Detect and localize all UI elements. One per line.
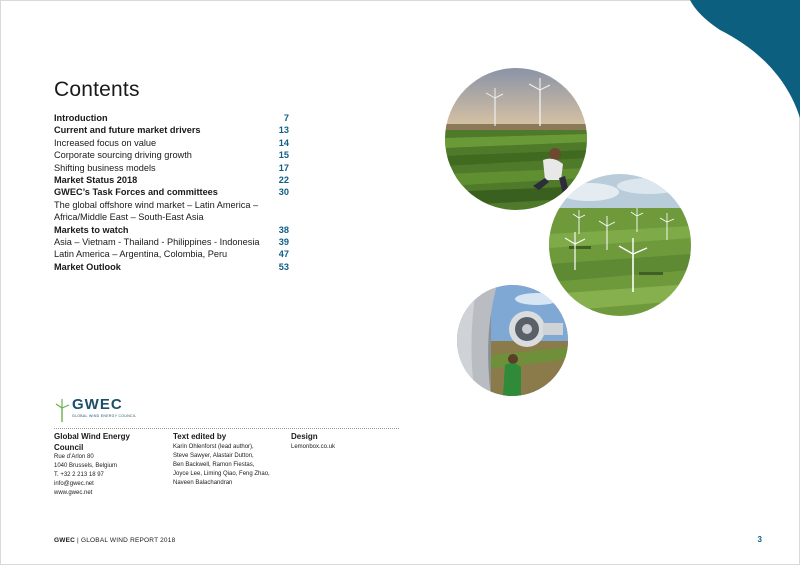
- toc-entry-business-models[interactable]: [54, 162, 289, 174]
- toc-page: 47: [278, 249, 289, 260]
- address-line: Rue d’Arlon 80: [54, 454, 94, 460]
- toc-entry-market-status[interactable]: [54, 174, 289, 186]
- website-link[interactable]: www.gwec.net: [54, 490, 93, 496]
- toc-entry-market-drivers[interactable]: [54, 124, 289, 136]
- credits-design: [291, 432, 381, 452]
- photo-wind-farm: [549, 174, 691, 316]
- editors-heading: Text edited by: [173, 432, 227, 441]
- photo-farmer-field: [445, 68, 587, 210]
- toc-label: Current and future market drivers: [54, 125, 201, 136]
- toc-entry-offshore-wind[interactable]: [54, 199, 289, 224]
- phone-line: T. +32 2 213 18 97: [54, 472, 104, 478]
- editor-line: Naveen Balachandran: [173, 479, 233, 486]
- table-of-contents: [54, 112, 289, 273]
- toc-label: GWEC’s Task Forces and committees: [54, 187, 218, 198]
- page-footer: [54, 537, 175, 544]
- address-line: 1040 Brussels, Belgium: [54, 463, 118, 469]
- toc-label: Market Status 2018: [54, 175, 138, 186]
- toc-page: 38: [278, 224, 289, 235]
- corner-decoration: [690, 0, 800, 130]
- toc-page: 17: [278, 162, 289, 173]
- toc-page: 15: [278, 150, 289, 161]
- photo-turbine-nacelle: [457, 285, 568, 396]
- footer-brand: GWEC: [54, 537, 76, 544]
- toc-label: Corporate sourcing driving growth: [54, 150, 192, 161]
- toc-entry-asia[interactable]: [54, 236, 289, 248]
- editor-line: Ben Backwell, Ramon Fiestas,: [173, 461, 255, 468]
- footer-separator: |: [77, 537, 79, 544]
- credits-editors: [173, 432, 283, 488]
- toc-entry-focus-on-value[interactable]: [54, 137, 289, 149]
- toc-label: Introduction: [54, 113, 108, 123]
- toc-label: Asia – Vietnam - Thailand - Philippines - Indonesia: [54, 237, 260, 248]
- logo-wordmark: GWEC: [72, 396, 123, 413]
- design-link[interactable]: Lemonbox.co.uk: [291, 443, 336, 450]
- organization-heading: Global Wind Energy Council: [54, 432, 130, 452]
- toc-entry-corporate-sourcing[interactable]: [54, 149, 289, 161]
- toc-page: 14: [278, 137, 289, 148]
- credits-organization: [54, 432, 154, 498]
- editor-line: Joyce Lee, Liming Qiao, Feng Zhao,: [173, 470, 270, 477]
- toc-page: 13: [278, 125, 289, 136]
- contents-title: Contents: [54, 78, 140, 101]
- toc-label: Market Outlook: [54, 261, 121, 272]
- page-number: 3: [757, 535, 762, 544]
- toc-label: The global offshore wind market – Latin America – Africa/Middle East – South-East Asia: [54, 199, 259, 223]
- logo-subtitle: GLOBAL WIND ENERGY COUNCIL: [72, 414, 137, 418]
- editor-line: Steve Sawyer, Alastair Dutton,: [173, 452, 254, 459]
- toc-entry-task-forces[interactable]: [54, 186, 289, 198]
- editor-line: Karin Ohlenforst (lead author),: [173, 443, 254, 450]
- toc-page: 39: [278, 237, 289, 248]
- toc-page: 30: [278, 187, 289, 198]
- toc-entry-latin-america[interactable]: [54, 248, 289, 260]
- toc-label: Markets to watch: [54, 224, 129, 235]
- toc-label: Latin America – Argentina, Colombia, Peru: [54, 249, 228, 260]
- footer-report-title: GLOBAL WIND REPORT 2018: [80, 537, 176, 544]
- toc-label: Increased focus on value: [54, 137, 157, 148]
- toc-page: 22: [278, 175, 289, 186]
- toc-entry-markets-to-watch[interactable]: [54, 224, 289, 236]
- toc-entry-market-outlook[interactable]: [54, 261, 289, 273]
- toc-entry-introduction[interactable]: [54, 112, 289, 124]
- toc-label: Shifting business models: [54, 162, 156, 173]
- toc-page: 53: [278, 261, 289, 272]
- design-heading: Design: [291, 432, 318, 441]
- toc-page: 7: [283, 113, 289, 123]
- credits-divider: [54, 428, 399, 429]
- email-link[interactable]: info@gwec.net: [54, 481, 94, 487]
